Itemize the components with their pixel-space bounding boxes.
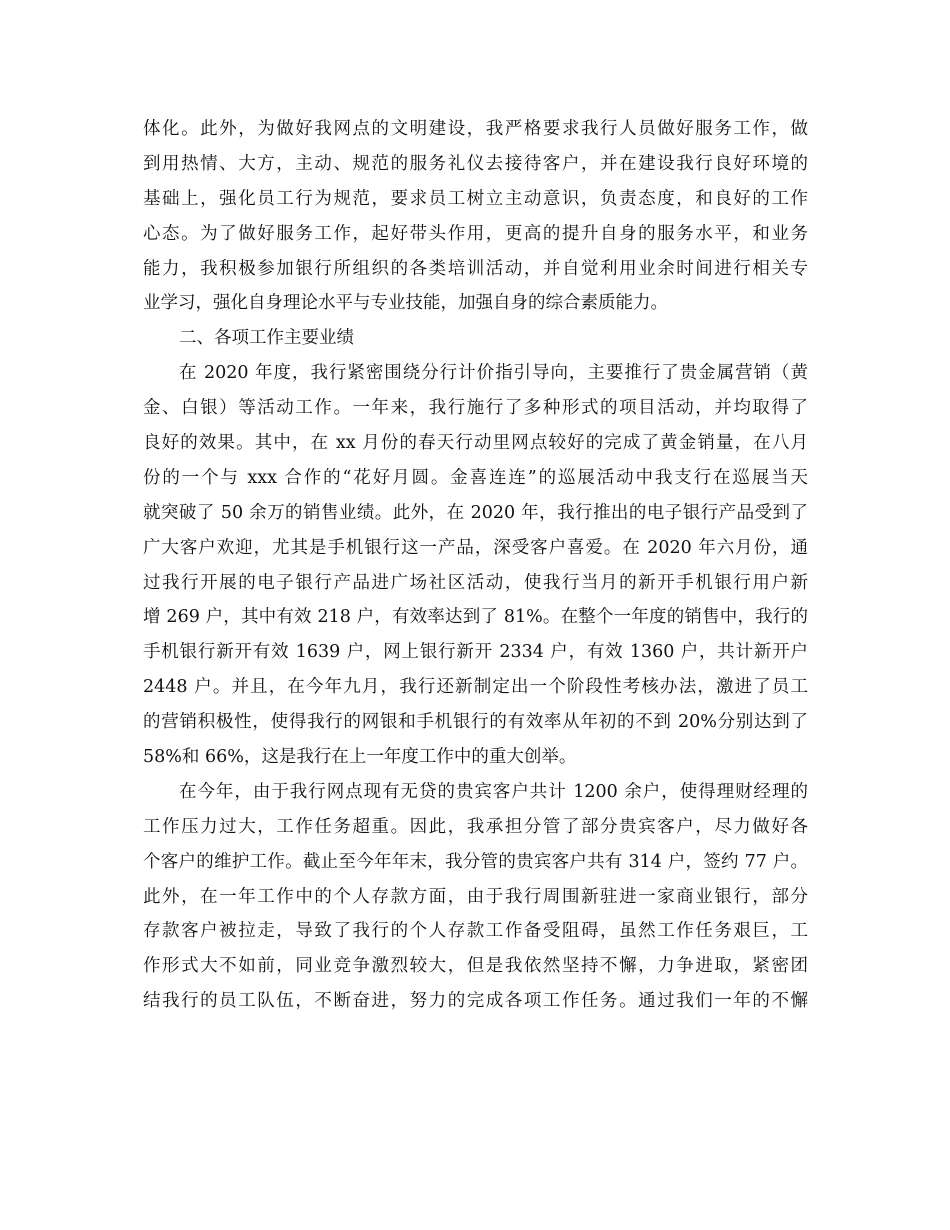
text-line: 基础上，强化员工行为规范，要求员工树立主动意识，负责态度，和良好的工作 bbox=[143, 188, 808, 209]
text-line: 广大客户欢迎，尤其是手机银行这一产品，深受客户喜爱。在 2020 年六月份，通 bbox=[143, 537, 808, 558]
text-line: 体化。此外，为做好我网点的文明建设，我严格要求我行人员做好服务工作，做 bbox=[143, 119, 808, 139]
text-line: 能力，我积极参加银行所组织的各类培训活动，并自觉利用业余时间进行相关专 bbox=[143, 258, 808, 279]
text-line: 作形式大不如前，同业竞争激烈较大，但是我依然坚持不懈，力争进取，紧密团 bbox=[143, 956, 808, 977]
text-line: 到用热情、大方，主动、规范的服务礼仪去接待客户，并在建设我行良好环境的 bbox=[143, 153, 808, 174]
text-line: 手机银行新开有效 1639 户，网上银行新开 2334 户，有效 1360 户，共计新开户 bbox=[143, 642, 808, 663]
text-line: 良好的效果。其中，在 xx 月份的春天行动里网点较好的完成了黄金销量，在八月 bbox=[143, 433, 808, 454]
text-line: 份的一个与 xxx 合作的“花好月圆。金喜连连”的巡展活动中我支行在巡展当天 bbox=[143, 467, 808, 488]
text-line: 工作压力过大，工作任务超重。因此，我承担分管了部分贵宾客户，尽力做好各 bbox=[143, 816, 808, 837]
text-line: 2448 户。并且，在今年九月，我行还新制定出一个阶段性考核办法，激进了员工 bbox=[143, 677, 808, 698]
document-body bbox=[143, 112, 808, 1019]
text-line: 在今年，由于我行网点现有无贷的贵宾客户共计 1200 余户，使得理财经理的 bbox=[179, 781, 808, 802]
text-line: 存款客户被拉走，导致了我行的个人存款工作备受阻碍，虽然工作任务艰巨，工 bbox=[143, 921, 808, 942]
text-line: 的营销积极性，使得我行的网银和手机银行的有效率从年初的不到 20%分别达到了 bbox=[143, 712, 808, 733]
text-line: 结我行的员工队伍，不断奋进，努力的完成各项工作任务。通过我们一年的不懈 bbox=[143, 991, 808, 1012]
text-line: 增 269 户，其中有效 218 户，有效率达到了 81%。在整个一年度的销售中，我行的 bbox=[143, 607, 808, 628]
text-line: 过我行开展的电子银行产品进广场社区活动，使我行当月的新开手机银行用户新 bbox=[143, 572, 808, 593]
text-line: 个客户的维护工作。截止至今年年末，我分管的贵宾客户共有 314 户，签约 77 户。 bbox=[143, 851, 808, 872]
text-line: 在 2020 年度，我行紧密围绕分行计价指引导向，主要推行了贵金属营销（黄 bbox=[179, 363, 808, 384]
text-line: 心态。为了做好服务工作，起好带头作用，更高的提升自身的服务水平，和业务 bbox=[143, 223, 808, 244]
text-line: 就突破了 50 余万的销售业绩。此外，在 2020 年，我行推出的电子银行产品受到了 bbox=[143, 502, 808, 523]
text-line: 业学习，强化自身理论水平与专业技能，加强自身的综合素质能力。 bbox=[143, 293, 668, 314]
text-line: 此外，在一年工作中的个人存款方面，由于我行周围新驻进一家商业银行，部分 bbox=[143, 886, 808, 907]
text-line: 金、白银）等活动工作。一年来，我行施行了多种形式的项目活动，并均取得了 bbox=[143, 398, 808, 419]
text-line: 58%和 66%，这是我行在上一年度工作中的重大创举。 bbox=[143, 747, 577, 768]
section-heading: 二、各项工作主要业绩 bbox=[179, 328, 354, 349]
